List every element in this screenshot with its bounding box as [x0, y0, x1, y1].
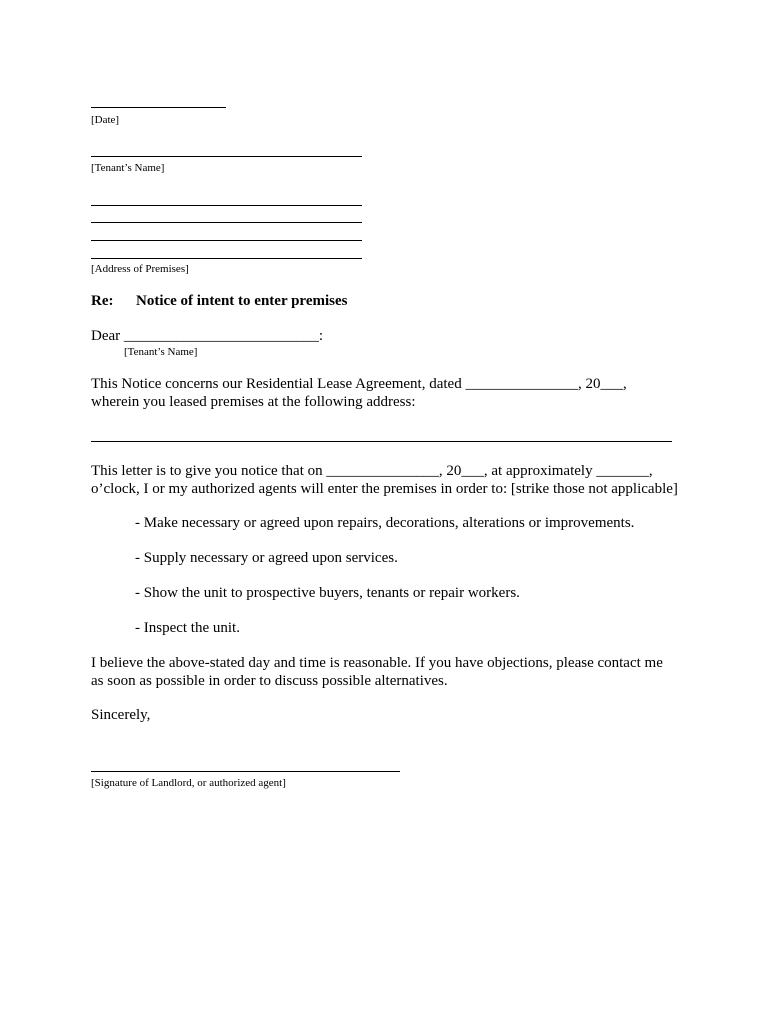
- reasonable-paragraph-line-2: as soon as possible in order to discuss possible alternatives.: [91, 673, 448, 689]
- address-blank-line-3: [91, 240, 362, 241]
- salutation-tenant-name-label: [Tenant’s Name]: [124, 346, 198, 358]
- lease-paragraph-line-2: wherein you leased premises at the following address:: [91, 394, 416, 410]
- subject-title: Notice of intent to enter premises: [136, 293, 348, 309]
- address-blank-line-4: [91, 258, 362, 259]
- notice-paragraph-line-2: o’clock, I or my authorized agents will enter the premises in order to: [strike those not applicable]: [91, 481, 678, 497]
- reasonable-paragraph-line-1: I believe the above-stated day and time is reasonable. If you have objections, please contact me: [91, 655, 663, 671]
- notice-paragraph-line-1: This letter is to give you notice that on _______________, 20___, at approximately _______,: [91, 463, 653, 479]
- salutation-dear: Dear __________________________:: [91, 328, 324, 344]
- purpose-item: - Supply necessary or agreed upon services.: [135, 550, 398, 566]
- address-blank-line-1: [91, 205, 362, 206]
- closing-sincerely: Sincerely,: [91, 707, 151, 723]
- tenant-name-label: [Tenant’s Name]: [91, 162, 165, 174]
- address-blank-line-2: [91, 222, 362, 223]
- purpose-item: - Make necessary or agreed upon repairs, decorations, alterations or improvements.: [135, 515, 635, 531]
- address-label: [Address of Premises]: [91, 263, 189, 275]
- purpose-item: - Show the unit to prospective buyers, tenants or repair workers.: [135, 585, 520, 601]
- premises-address-blank-line: [91, 441, 672, 442]
- date-blank-line: [91, 107, 226, 108]
- re-label: Re:: [91, 293, 114, 309]
- signature-label: [Signature of Landlord, or authorized agent]: [91, 777, 286, 789]
- tenant-name-blank-line: [91, 156, 362, 157]
- lease-paragraph-line-1: This Notice concerns our Residential Lease Agreement, dated _______________, 20___,: [91, 376, 627, 392]
- purpose-item: - Inspect the unit.: [135, 620, 240, 636]
- signature-blank-line: [91, 771, 400, 772]
- date-label: [Date]: [91, 114, 120, 126]
